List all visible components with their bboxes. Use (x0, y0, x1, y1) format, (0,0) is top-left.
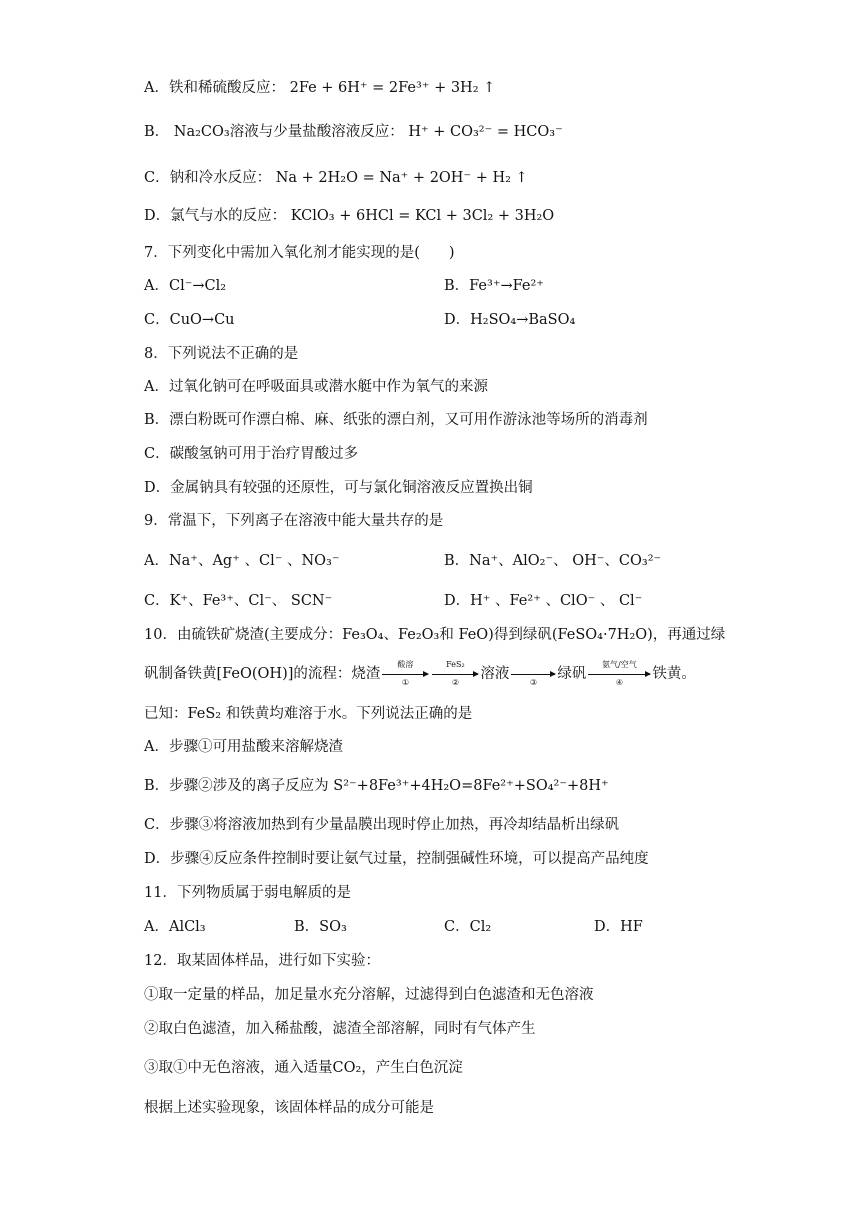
q6-option-a-equation: 2Fe + 6H⁺ = 2Fe³⁺ + 3H₂ ↑ (289, 80, 496, 96)
q11-option-c: C．Cl₂ (444, 919, 492, 935)
q7-option-d: D．H₂SO₄→BaSO₄ (444, 312, 576, 328)
q9-option-a: A．Na⁺、Ag⁺ 、Cl⁻ 、NO₃⁻ (144, 553, 340, 569)
q6-option-d-label: D．氯气与水的反应： (144, 208, 287, 224)
q12-stem: 12．取某固体样品，进行如下实验： (144, 953, 380, 969)
q6-option-a-label: A．铁和稀硫酸反应： (144, 80, 285, 96)
q6-option-b-text: 溶液与少量盐酸溶液反应： (229, 124, 404, 140)
q10-arrow-step1-bottom: ① (401, 678, 409, 687)
q12-step-1: ①取一定量的样品，加足量水充分溶解，过滤得到白色滤渣和无色溶液 (144, 987, 594, 1003)
q6-option-c (144, 168, 528, 188)
q10-arrow-step3-bottom: ③ (529, 678, 537, 687)
q10-arrow-step2-top: FeS₂ (446, 660, 465, 669)
q10-flow-green-vitriol: 绿矾 (557, 666, 587, 682)
q9-option-d: D．H⁺ 、Fe²⁺ 、ClO⁻ 、 Cl⁻ (444, 593, 643, 609)
q10-arrow-step4-top: 氨气/空气 (602, 660, 637, 669)
q10-flow-solution: 溶液 (480, 666, 510, 682)
q6-option-b-label: B． (144, 124, 170, 140)
q6-option-d-equation: KClO₃ + 6HCl = KCl + 3Cl₂ + 3H₂O (290, 208, 555, 224)
q10-option-a: A．步骤①可用盐酸来溶解烧渣 (144, 739, 343, 755)
q10-arrow-step3 (511, 664, 555, 687)
q8-option-d: D．金属钠具有较强的还原性，可与氯化铜溶液反应置换出铜 (144, 480, 533, 496)
q10-arrow-step1-top: 酸溶 (397, 660, 414, 669)
q10-option-c: C．步骤③将溶液加热到有少量晶膜出现时停止加热，再冷却结晶析出绿矾 (144, 817, 620, 833)
q6-option-c-equation: Na + 2H₂O = Na⁺ + 2OH⁻ + H₂ ↑ (275, 170, 528, 186)
q7-option-c: C．CuO→Cu (144, 312, 235, 328)
q8-option-b: B．漂白粉既可作漂白棉、麻、纸张的漂白剂，又可用作游泳池等场所的消毒剂 (144, 412, 648, 428)
q11-option-b: B．SO₃ (294, 919, 347, 935)
q10-stem-line3: 已知：FeS₂ 和铁黄均难溶于水。下列说法正确的是 (144, 706, 473, 722)
q6-option-d (144, 206, 554, 226)
q6-option-b-species: Na₂CO₃ (173, 124, 230, 140)
q10-option-d: D．步骤④反应条件控制时要让氨气过量，控制强碱性环境，可以提高产品纯度 (144, 851, 649, 867)
q12-step-2: ②取白色滤渣，加入稀盐酸，滤渣全部溶解，同时有气体产生 (144, 1021, 536, 1037)
q10-arrow-step4 (588, 660, 650, 687)
q10-option-b: B．步骤②涉及的离子反应为 S²⁻+8Fe³⁺+4H₂O=8Fe²⁺+SO₄²⁻+8H⁺ (144, 778, 609, 794)
q9-option-c: C．K⁺、Fe³⁺、Cl⁻、 SCN⁻ (144, 593, 333, 609)
q10-stem-line2 (144, 660, 696, 687)
q6-option-c-label: C．钠和冷水反应： (144, 170, 272, 186)
q12-step-3: ③取①中无色溶液，通入适量CO₂，产生白色沉淀 (144, 1060, 463, 1076)
q6-option-b-equation: H⁺ + CO₃²⁻ = HCO₃⁻ (408, 124, 563, 140)
q10-arrow-step2-bottom: ② (451, 678, 459, 687)
q10-flow-start: 矾制备铁黄[FeO(OH)]的流程：烧渣 (144, 666, 381, 682)
q10-stem-line1: 10．由硫铁矿烧渣(主要成分：Fe₃O₄、Fe₂O₃和 FeO)得到绿矾(FeSO₄·7H₂O)，再通过绿 (144, 627, 726, 643)
q8-option-a: A．过氧化钠可在呼吸面具或潜水艇中作为氧气的来源 (144, 379, 488, 395)
q7-stem: 7．下列变化中需加入氧化剂才能实现的是( ) (144, 245, 455, 261)
q10-arrow-step2 (432, 660, 478, 687)
q10-arrow-step4-bottom: ④ (615, 678, 623, 687)
q9-stem: 9．常温下，下列离子在溶液中能大量共存的是 (144, 513, 444, 529)
q9-option-b: B．Na⁺、AlO₂⁻、 OH⁻、CO₃²⁻ (444, 553, 662, 569)
q10-flow-end: 铁黄。 (652, 666, 696, 682)
q7-option-b: B．Fe³⁺→Fe²⁺ (444, 278, 544, 294)
q7-option-a: A．Cl⁻→Cl₂ (144, 278, 227, 294)
q8-stem: 8．下列说法不正确的是 (144, 346, 299, 362)
q8-option-c: C．碳酸氢钠可用于治疗胃酸过多 (144, 446, 359, 462)
q10-arrow-step1 (382, 660, 428, 687)
q11-option-a: A．AlCl₃ (144, 919, 206, 935)
q6-option-a (144, 78, 495, 98)
q11-stem: 11．下列物质属于弱电解质的是 (144, 885, 351, 901)
q11-option-d: D．HF (594, 919, 643, 935)
q6-option-b (144, 122, 563, 142)
q12-question: 根据上述实验现象，该固体样品的成分可能是 (144, 1100, 434, 1116)
